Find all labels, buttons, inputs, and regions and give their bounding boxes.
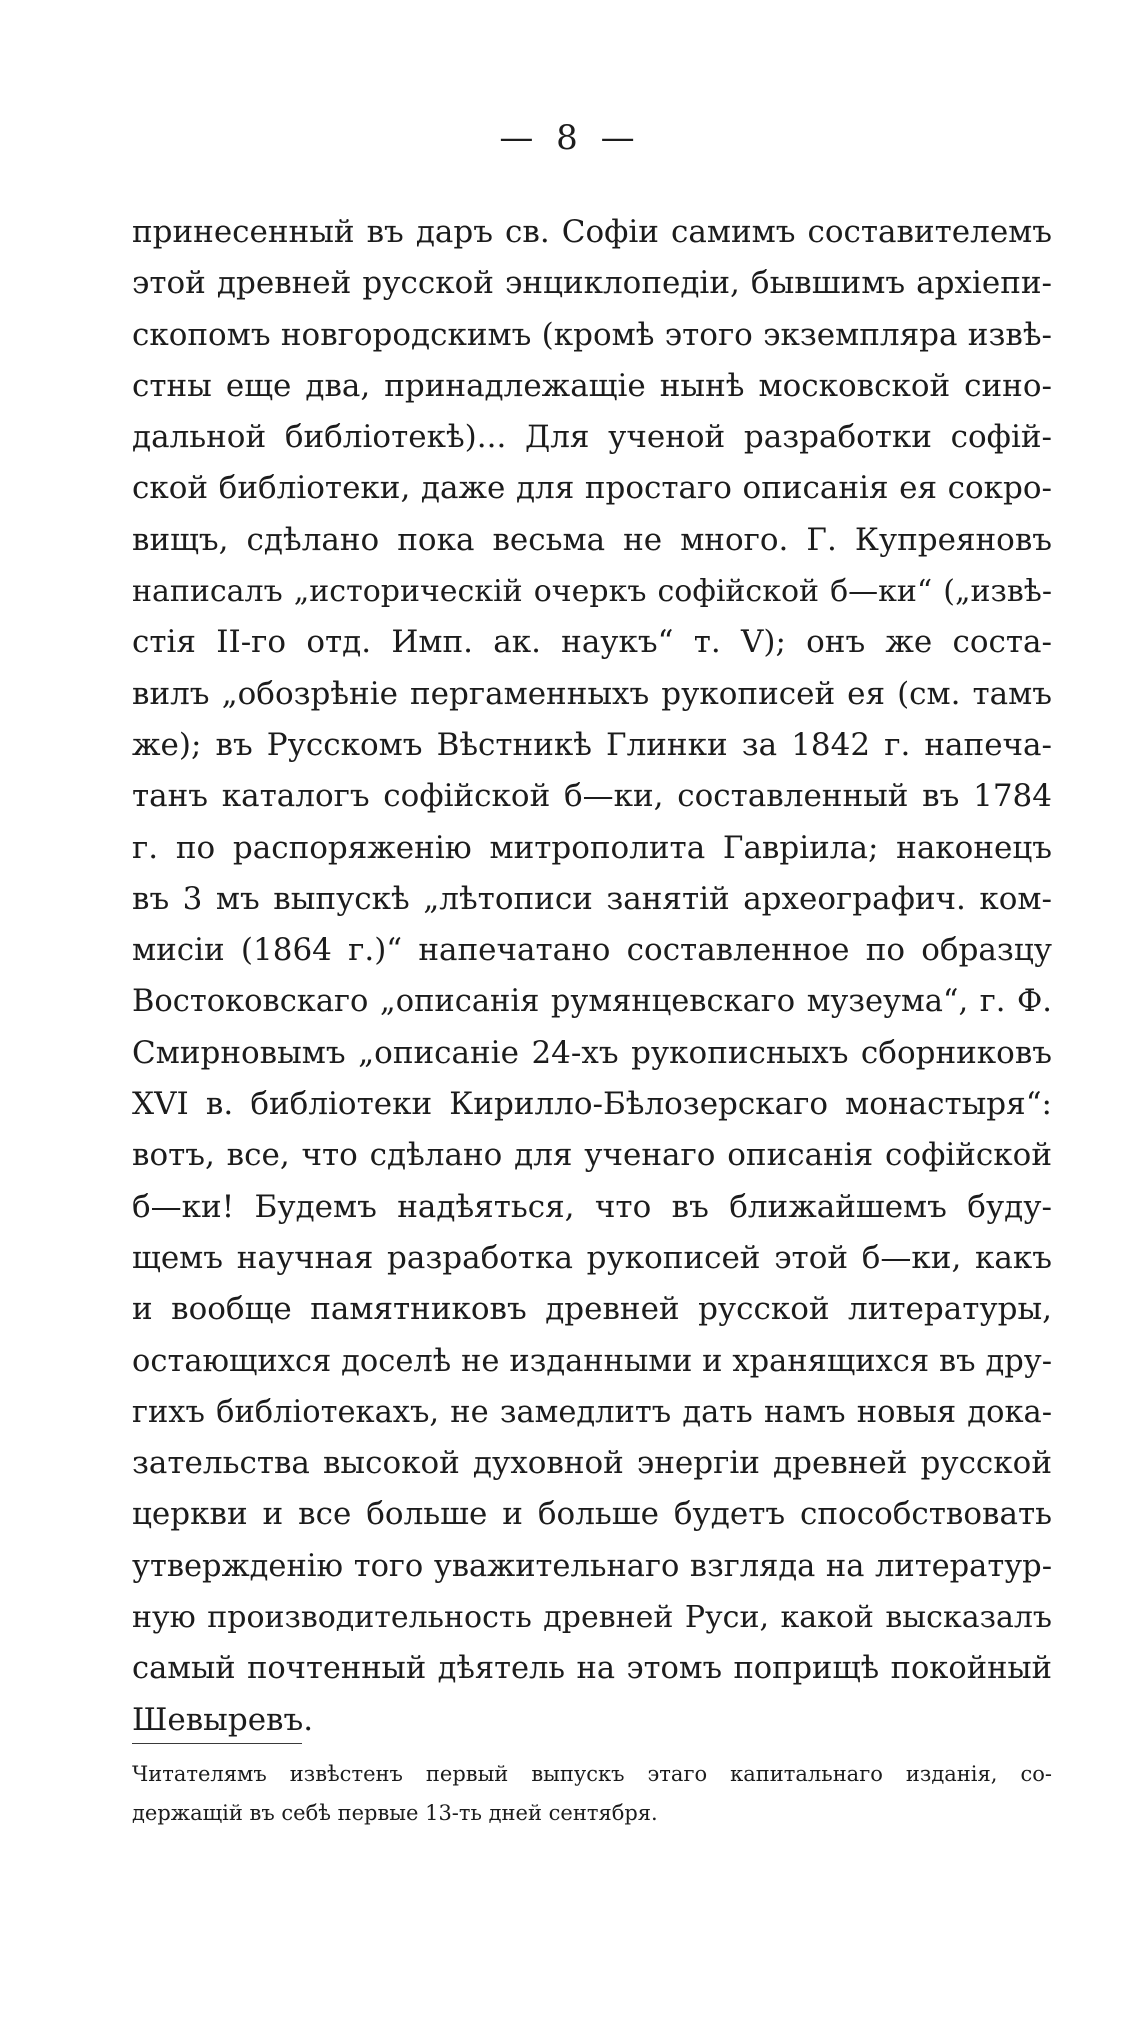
text-line: и вообще памятниковъ древней русской литературы,	[132, 1291, 1052, 1328]
text-line: XVI в. библіотеки Кирилло-Бѣлозерскаго монастыря“:	[132, 1086, 1052, 1123]
text-line: дальной библіотекѣ)... Для ученой разработки софій-	[132, 419, 1052, 456]
body-text	[132, 207, 1052, 1746]
footnote	[132, 1755, 1052, 1833]
text-line: самый почтенный дѣятель на этомъ поприщѣ покойный	[132, 1651, 1052, 1687]
text-line: вотъ, все, что сдѣлано для ученаго описанія софійской	[132, 1137, 1052, 1174]
text-line: гихъ библіотекахъ, не замедлитъ дать намъ новыя дока-	[132, 1394, 1052, 1430]
text-line: Смирновымъ „описаніе 24-хъ рукописныхъ сборниковъ	[132, 1034, 1052, 1071]
text-line: этой древней русской энциклопедіи, бывшимъ архіепи-	[132, 265, 1052, 302]
text-line: зательства высокой духовной энергіи древней русской	[132, 1445, 1052, 1482]
text-line: вищъ, сдѣлано пока весьма не много. Г. Купреяновъ	[132, 521, 1052, 558]
text-line: скопомъ новгородскимъ (кромѣ этого экземпляра извѣ-	[132, 316, 1052, 353]
text-line: Шевыревъ.	[132, 1701, 314, 1738]
text-line: остающихся доселѣ не изданными и хранящихся въ дру-	[132, 1343, 1052, 1379]
text-line: принесенный въ даръ св. Софіи самимъ составителемъ	[132, 214, 1052, 250]
page-number: — 8 —	[499, 118, 641, 158]
text-line: г. по распоряженію митрополита Гавріила; наконецъ	[132, 829, 1052, 866]
text-line: танъ каталогъ софійской б—ки, составленный въ 1784	[132, 778, 1052, 815]
footnote-divider	[132, 1743, 302, 1744]
text-line: мисіи (1864 г.)“ напечатано составленное по образцу	[132, 932, 1052, 969]
footnote-line: Читателямъ извѣстенъ первый выпускъ этаго капитальнаго изданія, со-	[132, 1762, 1052, 1786]
text-line: вилъ „обозрѣніе пергаменныхъ рукописей ея (см. тамъ	[132, 675, 1052, 712]
text-line: щемъ научная разработка рукописей этой б—ки, какъ	[132, 1239, 1052, 1276]
text-line: Востоковскаго „описанія румянцевскаго музеума“, г. Ф.	[132, 984, 1052, 1020]
text-line: написалъ „историческій очеркъ софійской б—ки“ („извѣ-	[132, 574, 1052, 610]
text-line: стны еще два, принадлежащіе нынѣ московской сино-	[132, 367, 1052, 404]
text-line: же); въ Русскомъ Вѣстникѣ Глинки за 1842 г. напеча-	[132, 726, 1052, 763]
text-line: б—ки! Будемъ надѣяться, что въ ближайшемъ буду-	[132, 1188, 1052, 1225]
text-line: стія II-го отд. Имп. ак. наукъ“ т. V); онъ же соста-	[132, 624, 1052, 661]
text-line: утвержденію того уважительнаго взгляда на литератур-	[132, 1548, 1052, 1584]
text-line: ную производительность древней Руси, какой высказалъ	[132, 1600, 1052, 1636]
text-line: ской библіотеки, даже для простаго описанія ея сокро-	[132, 470, 1052, 507]
text-line: въ 3 мъ выпускѣ „лѣтописи занятій археографич. ком-	[132, 880, 1052, 917]
footnote-line: держащій въ себѣ первые 13-ть дней сентября.	[132, 1801, 658, 1825]
text-line: церкви и все больше и больше будетъ способствовать	[132, 1496, 1052, 1533]
